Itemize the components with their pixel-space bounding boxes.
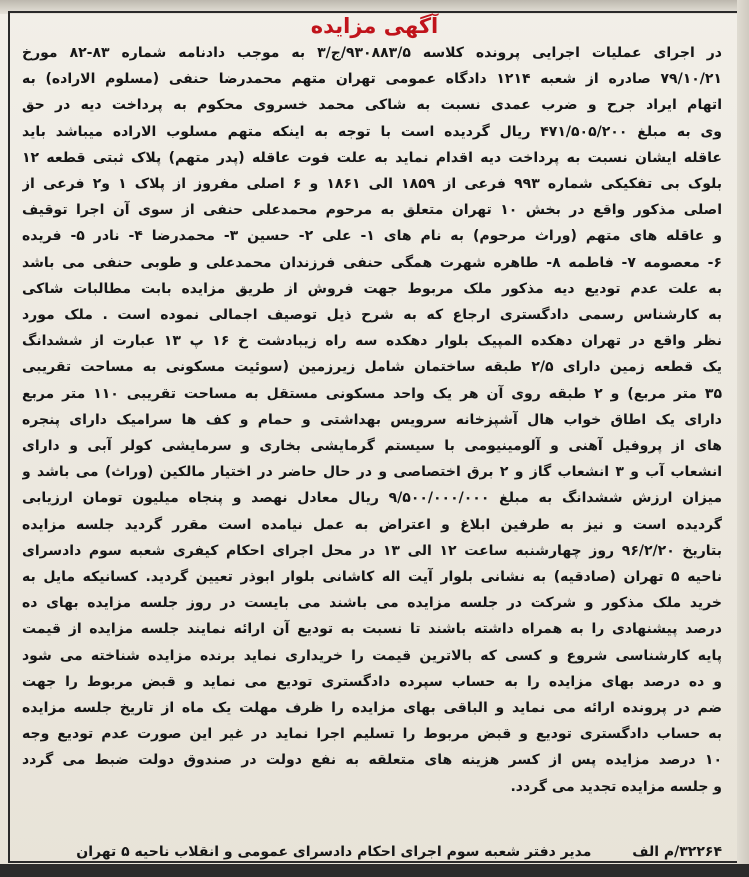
page-edge xyxy=(737,0,749,877)
notice-line: به علت عدم تودیع دیه مذکور ملک مربوط جهت فروش از طریق مزایده بابت مطالبات شاکی xyxy=(22,280,722,297)
notice-code: ۳۲۲۶۴/م الف xyxy=(632,844,722,860)
notice-line: اتهام ایراد جرح و ضرب عمدی نسبت به شاکی محمد خسروی محکوم به پرداخت دیه در حق xyxy=(22,97,722,114)
notice-title: آگهی مزایده xyxy=(310,14,439,38)
notice-line: انشعاب آب و ۳ انشعاب گاز و ۲ برق اختصاصی و در حال حاضر در اختیار مالکین (وراث) می باشد و xyxy=(22,464,722,481)
notice-line: های از پروفیل آهنی و آلومینیومی با سیستم گرمایشی بخاری و سرمایشی کولر آبی و دارای xyxy=(22,438,722,455)
notice-line: ۷۹/۱۰/۲۱ صادره از شعبه ۱۲۱۴ دادگاه عمومی تهران متهم محمدرضا حنفی (مسلوم الاراده) به xyxy=(22,71,722,88)
notice-line: ۳۵ متر مربع) و ۲ طبقه روی آن هر یک واحد مسکونی مستقل به مساحت تقریبی ۱۱۰ متر مربع xyxy=(22,385,722,402)
notice-footer xyxy=(22,841,722,863)
notice-line: بلوک بی تفکیکی شماره ۹۹۳ فرعی از ۱۸۵۹ الی ۱۸۶۱ و ۶ اصلی مفروز از پلاک ۱ و۲ فرعی از xyxy=(22,176,722,193)
notice-line: ۱۰ درصد مزایده پس از کسر هزینه های متعلقه به نفع دولت در صندوق دولت ضبط می گردد xyxy=(22,752,722,769)
notice-line: و عاقله های متهم (وراث مرحوم) به نام های ۱- علی ۲- حسین ۳- محمدرضا ۴- نادر ۵- فریده xyxy=(22,228,722,245)
notice-line: خرید ملک مذکور و شرکت در جلسه مزایده می باشند می بایست در روز جلسه مزایده بهای ده xyxy=(22,595,722,612)
notice-line: اصلی مذکور واقع در بخش ۱۰ تهران متعلق به مرحوم محمدعلی حنفی از سوی آن اجرا توقیف xyxy=(22,202,722,219)
notice-signature: مدیر دفتر شعبه سوم اجرای احکام دادسرای عمومی و انقلاب ناحیه ۵ تهران xyxy=(76,844,592,860)
notice-line: ۶- معصومه ۷- فاطمه ۸- طاهره شهرت همگی حنفی فرزندان محمدعلی و طوبی حنفی می باشد xyxy=(22,254,722,271)
notice-line: به کارشناس رسمی دادگستری ارجاع که به شرح ذیل توصیف اجمالی نموده است . ملک مورد xyxy=(22,307,722,324)
notice-line: و جلسه مزایده تجدید می گردد. xyxy=(510,778,722,795)
notice-line: نظر واقع در تهران دهکده المپیک بلوار دهکده سه راه زیبادشت خ ۱۶ پ ۱۳ عبارت از ششدانگ xyxy=(22,333,722,350)
notice-line: درصد پیشنهادی را به همراه داشته باشند تا نسبت به تودیع آن ارائه نمایند جلسه مزایده از قیمت xyxy=(22,621,722,638)
notice-line: در اجرای عملیات اجرایی پرونده کلاسه ۹۳۰۸۸۳/۵/ج/۳ به موجب دادنامه شماره ۸۳-۸۲ مورخ xyxy=(22,45,722,61)
notice-line: ناحیه ۵ تهران (صادقیه) به نشانی بلوار آیت اله کاشانی بلوار ابوذر تعیین گردید. کسانیکه مایل به xyxy=(22,569,722,586)
notice-line: پایه کارشناسی شروع و کسی که بالاترین قیمت را خریداری نماید برنده مزایده شناخته می شود xyxy=(22,647,722,664)
notice-line: دارای یک اطاق خواب هال آشپزخانه سرویس بهداشتی و حمام و کف ها سرامیک دارای پنجره xyxy=(22,411,722,428)
notice-line: و ده درصد بهای مزایده را به حساب سپرده دادگستری تودیع می نماید و قبض مربوط را جهت xyxy=(22,673,722,690)
bottom-edge xyxy=(0,864,749,877)
notice-line: گردیده است و نیز به طرفین ابلاغ و اعتراض به عمل نیامده است مقرر گردید جلسه مزایده xyxy=(22,516,722,533)
notice-line: به حساب دادگستری تودیع و قبض مربوط را تسلیم اجرا نماید در غیر این صورت عدم تودیع وجه xyxy=(22,726,722,743)
notice-body xyxy=(22,40,722,800)
notice-line: یک قطعه زمین دارای ۲/۵ طبقه ساختمان شامل زیرزمین (سوئیت مسکونی به مساحت تقریبی xyxy=(22,359,722,376)
notice-line: عاقله ایشان نسبت به پرداخت دیه اقدام نماید به علت فوت عاقله (پدر متهم) پلاک ثبتی قطعه ۱۲ xyxy=(22,149,722,166)
notice-line: ضم در پرونده ارائه می نماید و الباقی بهای مزایده را ظرف مهلت یک ماه از تاریخ جلسه مزایده xyxy=(22,700,722,717)
notice-line: میزان ارزش ششدانگ به مبلغ ۹/۵۰۰/۰۰۰/۰۰۰ ریال معادل نهصد و پنجاه میلیون تومان ارزیابی xyxy=(22,490,722,507)
notice-line: بتاریخ ۹۶/۲/۲۰ روز چهارشنبه ساعت ۱۲ الی ۱۳ در محل اجرای احکام کیفری شعبه سوم دادسرای xyxy=(22,542,722,559)
notice-line: وی به مبلغ ۴۷۱/۵۰۵/۲۰۰ ریال گردیده است با توجه به اینکه متهم مسلوب الاراده میباشد باید xyxy=(22,123,722,140)
